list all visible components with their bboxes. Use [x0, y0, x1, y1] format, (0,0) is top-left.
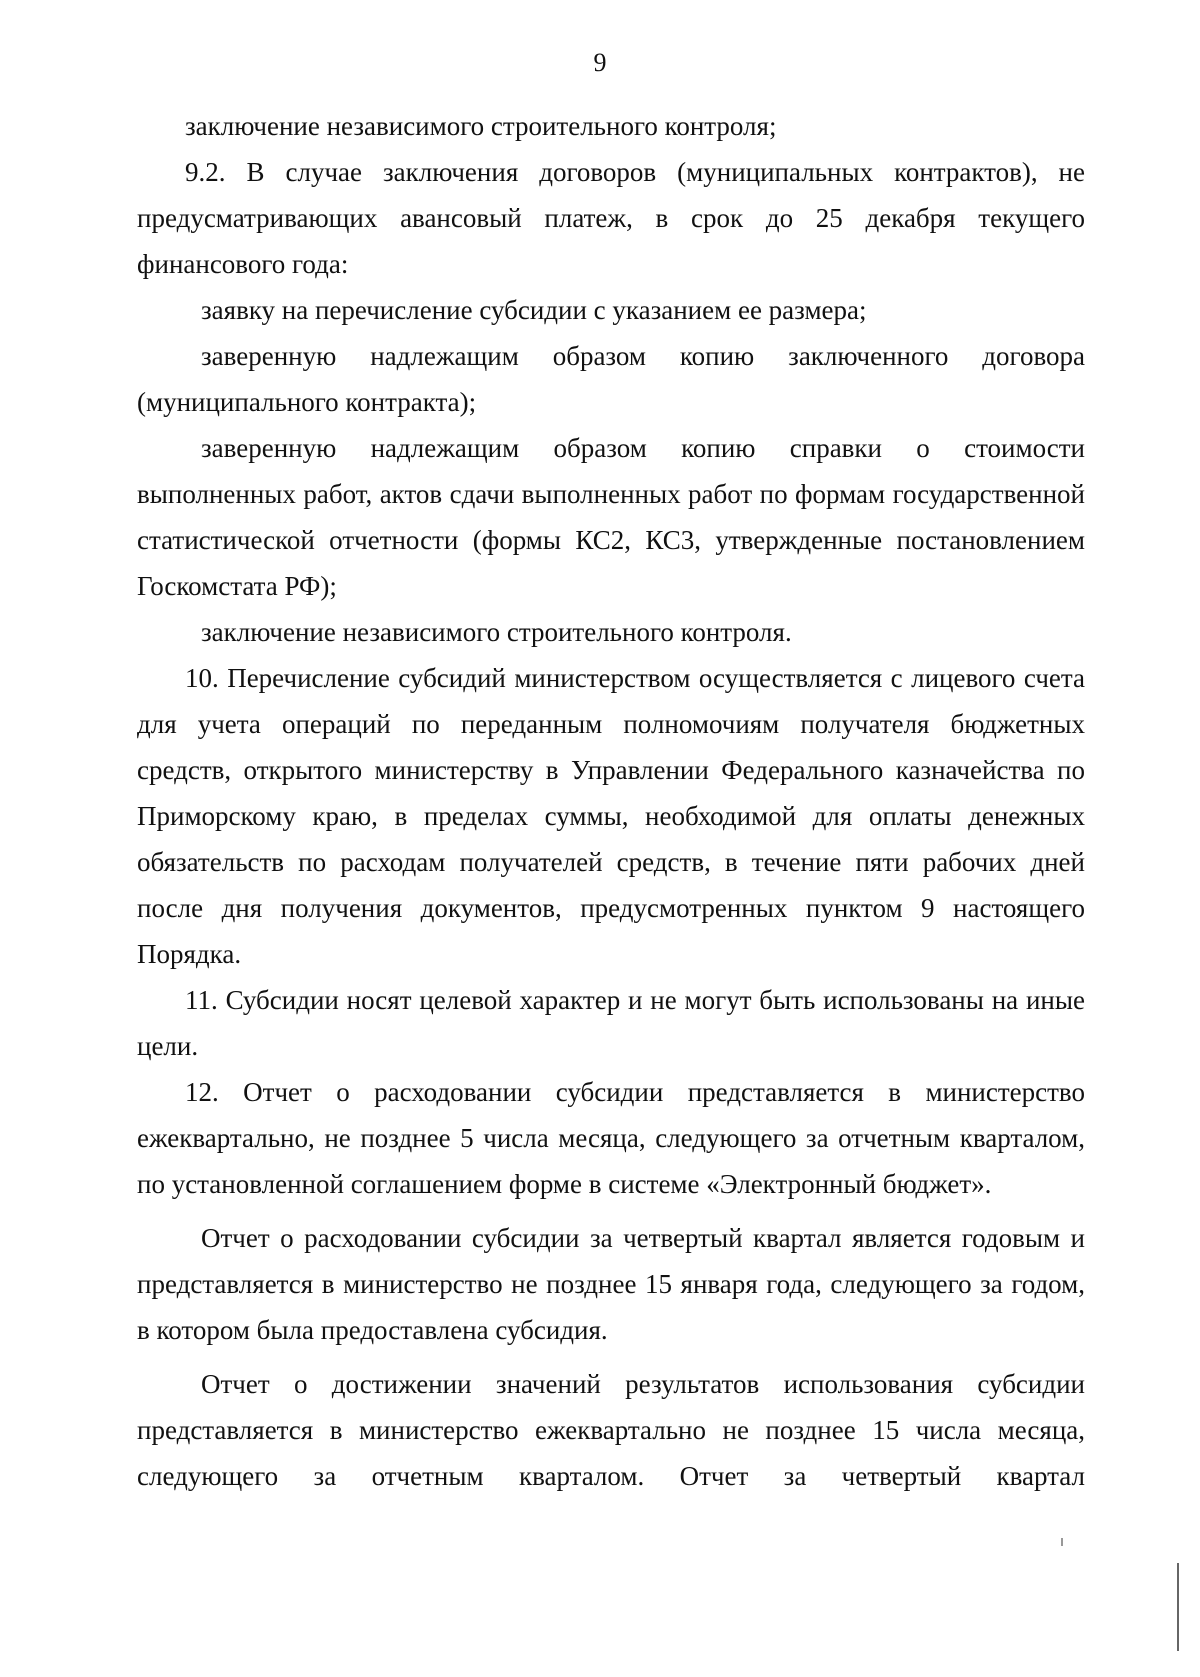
paragraph-contract-copy: заверенную надлежащим образом копию заключенного договора (муниципального контракта); [137, 341, 1085, 417]
page-number: 9 [593, 48, 607, 77]
paragraph-construction-control-conclusion: заключение независимого строительного контроля. [201, 617, 792, 647]
scan-artifact-dot [1061, 1538, 1063, 1546]
paragraph-annual-report: Отчет о расходовании субсидии за четвертый квартал является годовым и представляется в министерство не позднее 15 января года, следующего за годом, в котором была предоставлена субсидия. [137, 1223, 1085, 1345]
document-body [137, 103, 1085, 1499]
paragraph-subsidy-request: заявку на перечисление субсидии с указанием ее размера; [201, 295, 867, 325]
paragraph-12: 12. Отчет о расходовании субсидии представляется в министерство ежеквартально, не позднее 5 числа месяца, следующего за отчетным кварталом, по установленной соглашением форме в системе «Электронный бюджет». [137, 1077, 1085, 1199]
paragraph-independent-control-conclusion: заключение независимого строительного контроля; [185, 111, 777, 141]
scan-artifact-line [1177, 1563, 1179, 1651]
paragraph-results-report: Отчет о достижении значений результатов использования субсидии представляется в министерство ежеквартально не позднее 15 числа месяца, следующего за отчетным кварталом. Отчет за четвертый квартал [137, 1369, 1085, 1491]
paragraph-work-cost-copy: заверенную надлежащим образом копию справки о стоимости выполненных работ, актов сдачи выполненных работ по формам государственной статистической отчетности (формы КС2, КС3, утвержденные постановлением Госкомстата РФ); [137, 433, 1085, 601]
paragraph-9-2: 9.2. В случае заключения договоров (муниципальных контрактов), не предусматривающих авансовый платеж, в срок до 25 декабря текущего финансового года: [137, 157, 1085, 279]
paragraph-11: 11. Субсидии носят целевой характер и не могут быть использованы на иные цели. [137, 985, 1085, 1061]
paragraph-10: 10. Перечисление субсидий министерством осуществляется с лицевого счета для учета операций по переданным полномочиям получателя бюджетных средств, открытого министерству в Управлении Федерального казначейства по Приморскому краю, в пределах суммы, необходимой для оплаты денежных обязательств по расходам получателей средств, в течение пяти рабочих дней после дня получения документов, предусмотренных пунктом 9 настоящего Порядка. [137, 663, 1085, 969]
